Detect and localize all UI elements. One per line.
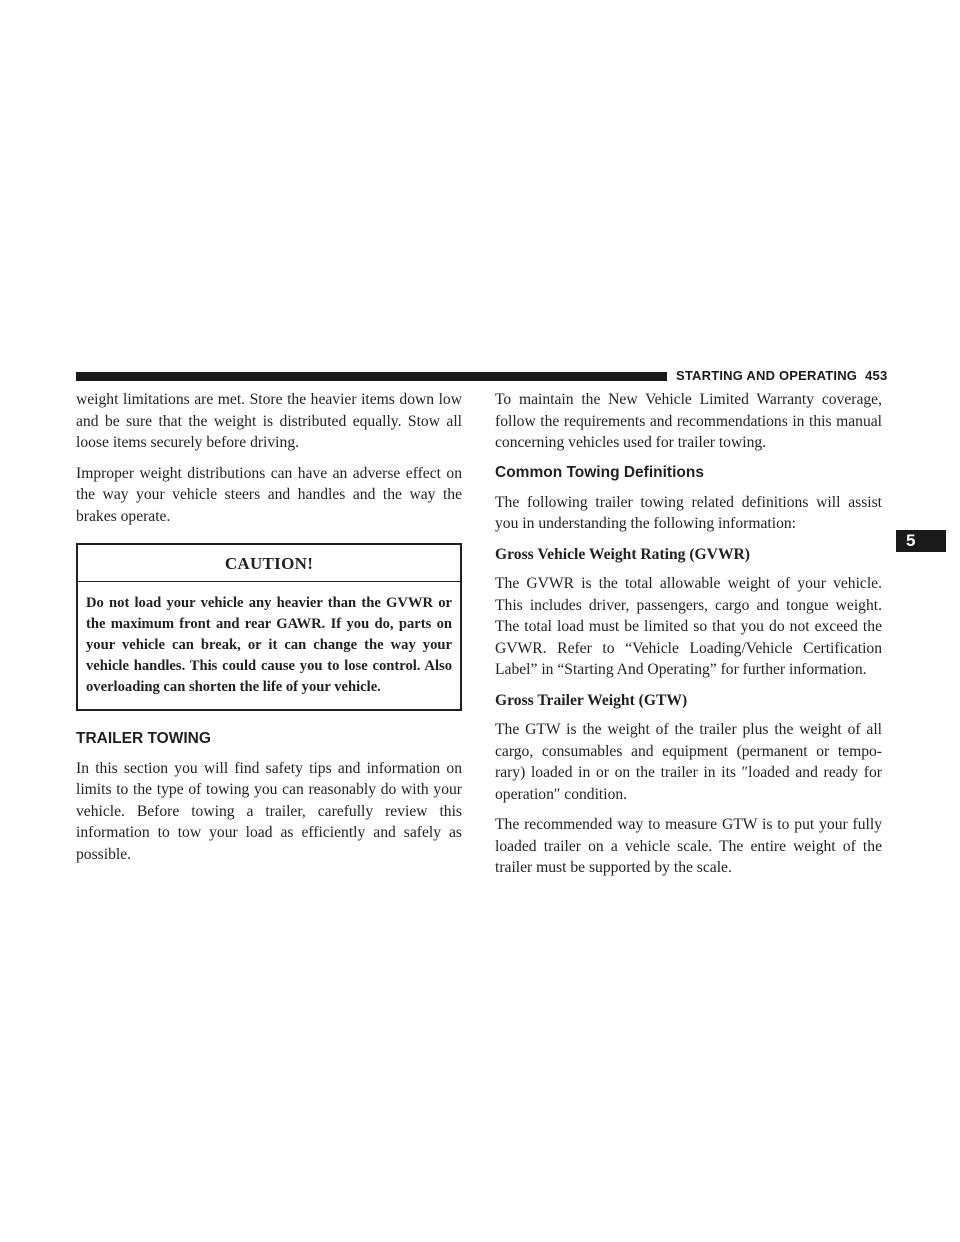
paragraph: The GTW is the weight of the trailer plus the weight of all cargo, consumables and equipment (permanent or tempo-rary) loaded in or on the trailer in its ″loaded and ready for operation″ condition. xyxy=(495,721,882,803)
paragraph: To maintain the New Vehicle Limited Warranty coverage, follow the requirements and recommendations in this manual concerning vehicles used for trailer towing. xyxy=(495,391,882,451)
right-column xyxy=(495,389,882,888)
paragraph: In this section you will find safety tips and information on limits to the type of towing you can reasonably do with your vehicle. Before towing a trailer, carefully review this information to tow your load as efficiently and safely as possible. xyxy=(76,759,462,863)
caution-body: Do not load your vehicle any heavier than the GVWR or the maximum front and rear GAWR. If you do, parts on your vehicle can break, or it can change the way your vehicle handles. This could cause you to lose control. Also overloading can shorten the life of your vehicle. xyxy=(86,594,452,695)
paragraph: The following trailer towing related definitions will assist you in understanding the following information: xyxy=(495,493,882,532)
paragraph: weight limitations are met. Store the heavier items down low and be sure that the weight is distributed equally. Stow all loose items securely before driving. xyxy=(76,391,462,451)
section-heading: Common Towing Definitions xyxy=(495,463,704,481)
paragraph: The GVWR is the total allowable weight of your vehicle. This includes driver, passengers, cargo and tongue weight. The total load must be limited so that you do not exceed the GVWR. Refer to “Vehicle Loading/Vehicle Certification Label” in “Starting And Operating” for further information. xyxy=(495,575,882,678)
page-number: 453 xyxy=(865,368,888,383)
chapter-tab: 5 xyxy=(896,530,946,552)
subheading-gtw: Gross Trailer Weight (GTW) xyxy=(495,691,688,709)
paragraph: The recommended way to measure GTW is to put your fully loaded trailer on a vehicle scale. The entire weight of the trailer must be supported by the scale. xyxy=(495,816,882,876)
section-title: STARTING AND OPERATING xyxy=(676,368,858,383)
running-header xyxy=(676,368,887,383)
subheading-gvwr: Gross Vehicle Weight Rating (GVWR) xyxy=(495,545,750,563)
section-heading: TRAILER TOWING xyxy=(76,729,211,747)
paragraph: Improper weight distributions can have an adverse effect on the way your vehicle steers and handles and the way the brakes operate. xyxy=(76,464,462,525)
header-rule xyxy=(76,372,667,381)
left-column xyxy=(76,389,462,874)
caution-box xyxy=(76,543,462,711)
caution-title: CAUTION! xyxy=(78,545,460,582)
